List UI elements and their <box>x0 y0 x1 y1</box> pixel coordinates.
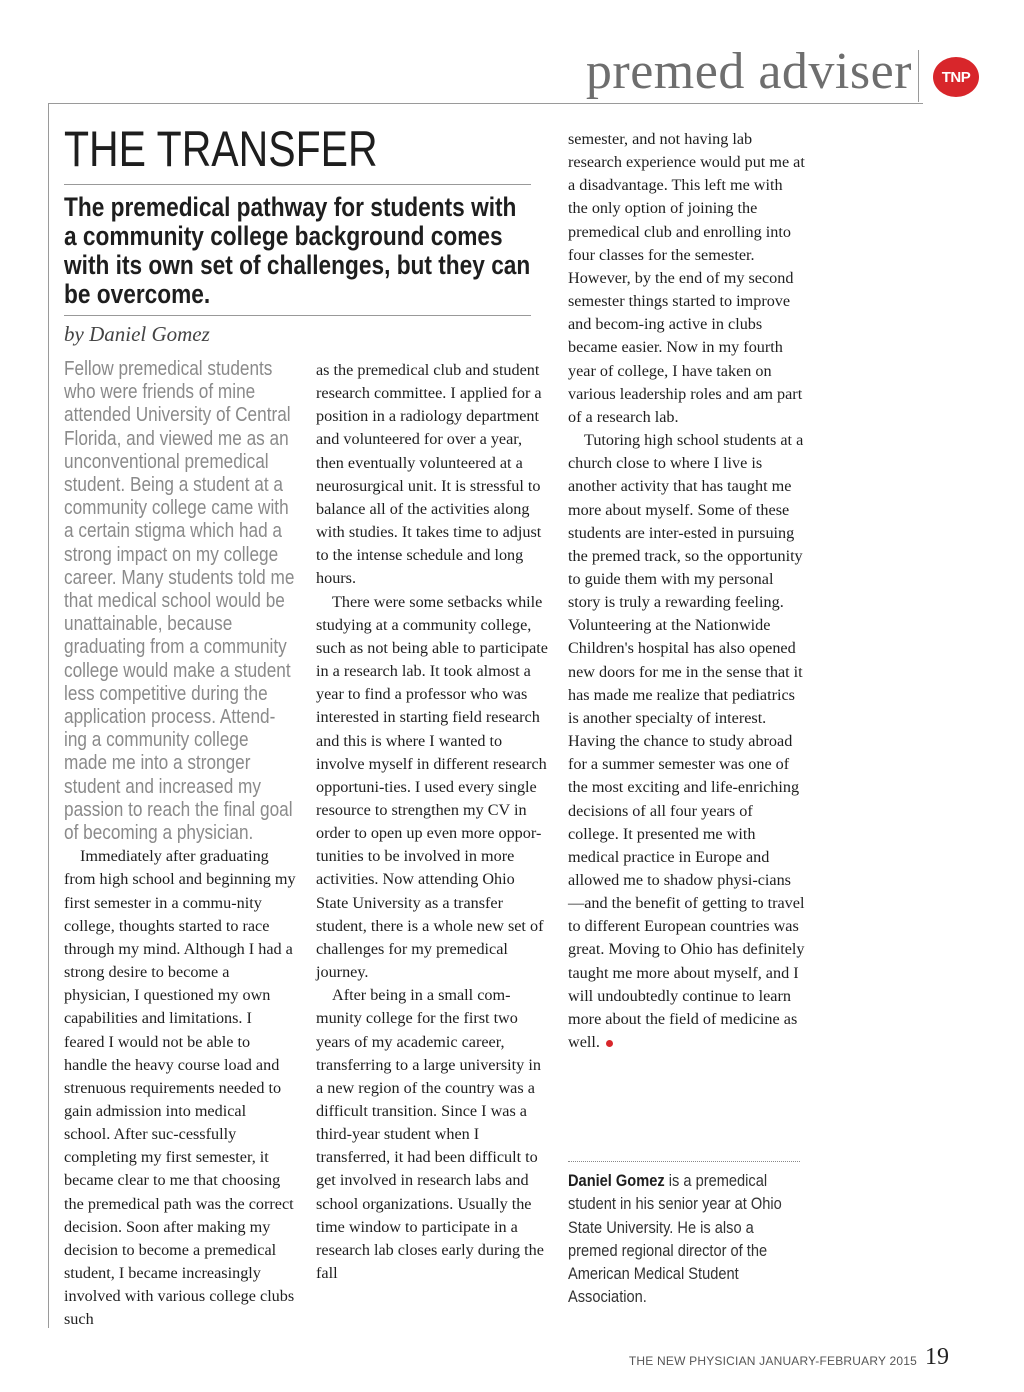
section-title: premed adviser <box>585 43 912 100</box>
column-2 <box>316 359 550 1285</box>
page-number: 19 <box>925 1344 949 1370</box>
frame-top-rule <box>48 103 923 104</box>
article-title: THE TRANSFER <box>64 121 378 177</box>
body-paragraph: After being in a small com-munity college for the first two years of my academic career, transferring to a large university in a new region of the country was a difficult transition. Since I was a third-year student when I transferred, it had been difficult to get involved in research labs and school organizations. Usually the time window to participate in a research lab closes early during the fall <box>316 986 544 1283</box>
body-paragraph: semester, and not having lab research experience would put me at a disadvantage. This left me with the only option of joining the premedical club and enrolling into four classes for the semester. However, by the end of my second semester things started to improve and becom-ing active in clubs became easier. Now in my fourth year of college, I have taken on various leadership roles and am part of a research lab. <box>568 130 805 426</box>
column-1 <box>64 358 296 1332</box>
title-rule <box>64 184 531 185</box>
author-bio-text: is a premedical student in his senior year at Ohio State University. He is also a premed regional director of the American Medical Student Association. <box>568 1171 782 1307</box>
article-deck: The premedical pathway for students with a community college background comes with its own set of challenges, but they can be overcome. <box>64 192 531 309</box>
author-bio <box>568 1169 800 1309</box>
body-paragraph <box>568 429 806 1054</box>
bio-separator <box>568 1161 800 1162</box>
body-paragraph: Immediately after graduating from high school and beginning my first semester in a commu-nity college, thoughts started to race through my mind. Although I had a strong desire to become a physician, I questioned my own capabilities and limitations. I feared I would not be able to handle the heavy course load and strenuous requirements needed to gain admission into medical school. After suc-cessfully completing my first semester, it became clear to me that choosing the premedical path was the correct decision. Soon after making my decision to become a premedical student, I became increasingly involved with various college clubs such <box>64 847 296 1329</box>
author-name: Daniel Gomez <box>568 1171 665 1190</box>
body-paragraph: as the premedical club and student research committee. I applied for a position in a radiology department and volunteered for over a year, then eventually volunteered at a neurosurgical unit. It is stressful to balance all of the activities along with studies. It takes time to adjust to the intense schedule and long hours. <box>316 361 542 588</box>
byline: by Daniel Gomez <box>64 322 210 346</box>
tnp-badge-logo: TNP <box>933 57 979 97</box>
lead-paragraph: Fellow premedical students who were friends of mine attended University of Central Florida, and viewed me as an unconventional premedical student. Being a student at a community college came with a certain stigma which had a strong impact on my college career. Many students told me that medical school would be unattainable, because graduating from a community college would make a student less competitive during the application process. Attend-ing a community college made me into a stronger student and increased my passion to reach the final goal of becoming a physician. <box>64 358 295 845</box>
header-divider <box>918 50 919 102</box>
deck-rule <box>64 315 531 316</box>
column-3 <box>568 128 806 1054</box>
frame-left-rule <box>48 103 49 1328</box>
footer-publication: THE NEW PHYSICIAN JANUARY-FEBRUARY 2015 <box>628 1354 917 1368</box>
body-paragraph: There were some setbacks while studying at a community college, such as not being able to participate in a research lab. It took almost a year to find a professor who was interested in starting field research and this is where I wanted to involve myself in different research opportuni-ties. I used every single resource to strengthen my CV in order to open up even more oppor-tunities to be involved in more activities. Now attending Ohio State University as a transfer student, there is a whole new set of challenges for my premedical journey. <box>316 592 548 982</box>
end-mark-icon <box>606 1040 613 1047</box>
paragraph-text: Tutoring high school students at a church close to where I live is another activity that has taught me more about myself. Some of these students are inter-ested in pursuing the premed track, so the opportunity to guide them with my personal story is truly a rewarding feeling. Volunteering at the Nationwide Children's hospital has also opened new doors for me in the sense that it has made me realize that pediatrics is another specialty of interest. Having the chance to study abroad for a summer semester was one of the most exciting and life-enriching decisions of all four years of college. It presented me with medical practice in Europe and allowed me to shadow physi-cians—and the benefit of getting to travel to different European countries was great. Moving to Ohio has definitely taught me more about myself, and I will undoubtedly continue to learn more about the field of medicine as well. <box>568 431 805 1052</box>
